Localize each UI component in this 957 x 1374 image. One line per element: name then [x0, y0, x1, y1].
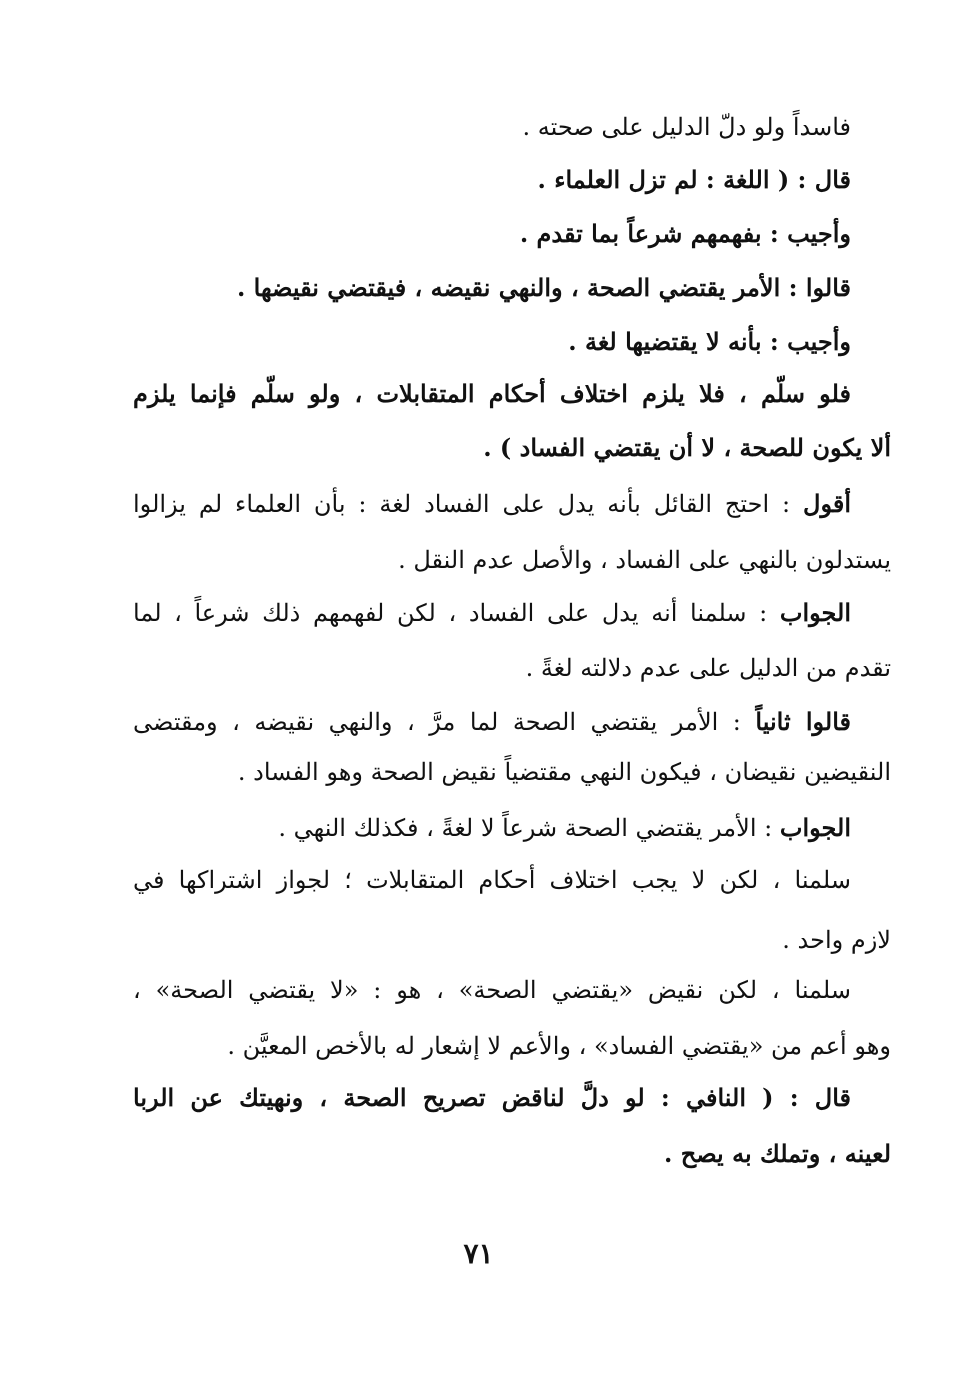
text-line-13	[133, 752, 891, 792]
text-line-6	[133, 374, 891, 414]
text-line-8	[133, 484, 891, 524]
line-text: : سلمنا أنه يدل على الفساد ، لكن لفهمهم ذلك شرعاً ، لما	[133, 599, 780, 627]
line-text: فاسداً ولو دلّ الدليل على صحته .	[522, 113, 851, 141]
text-line-12	[133, 702, 891, 742]
text-line-17	[133, 970, 891, 1010]
line-text: قال : ( اللغة : لم تزل العلماء .	[537, 165, 851, 194]
line-lead: الجواب	[779, 813, 851, 842]
line-text: وهو أعم من «يقتضي الفساد» ، والأعم لا إشعار له بالأخص المعيَّن .	[227, 1032, 891, 1060]
line-text: فلو سلّم ، فلا يلزم اختلاف أحكام المتقابلات ، ولو سلّم فإنما يلزم	[133, 379, 851, 408]
text-line-5	[133, 322, 891, 362]
line-text: : الأمر يقتضي الصحة شرعاً لا لغةً ، فكذلك النهي .	[278, 814, 780, 842]
line-text: يستدلون بالنهي على الفساد ، والأصل عدم النقل .	[398, 546, 891, 574]
page-number: ٧١	[463, 1237, 494, 1270]
text-line-1	[133, 107, 891, 147]
line-text: تقدم من الدليل على عدم دلالته لغةً .	[525, 654, 891, 682]
text-line-19	[133, 1078, 891, 1118]
text-line-4	[133, 268, 891, 308]
line-text: سلمنا ، لكن لا يجب اختلاف أحكام المتقابلات ؛ لجواز اشتراكها في	[133, 866, 851, 894]
text-line-18	[133, 1026, 891, 1066]
line-text: ألا يكون للصحة ، لا أن يقتضي الفساد ) .	[483, 433, 891, 462]
line-text: النقيضين نقيضان ، فيكون النهي مقتضياً نقيض الصحة وهو الفساد .	[237, 758, 891, 786]
text-line-14	[133, 808, 891, 848]
text-line-7	[133, 428, 891, 468]
line-lead: أقول	[803, 489, 851, 518]
text-line-11	[133, 648, 891, 688]
line-text: وأجيب : بأنه لا يقتضيها لغة .	[568, 327, 851, 356]
text-line-20	[133, 1134, 891, 1174]
line-text: قال : ( النافي : لو دلَّ لناقض تصريح الصحة ، ونهيتك عن الربا	[133, 1083, 851, 1112]
text-line-3	[133, 214, 891, 254]
line-text: : احتج القائل بأنه يدل على الفساد لغة : بأن العلماء لم يزالوا	[133, 490, 804, 518]
line-text: وأجيب : بفهمهم شرعاً بما تقدم .	[519, 219, 851, 248]
line-lead: قالوا ثانياً	[755, 707, 852, 736]
text-line-10	[133, 593, 891, 633]
line-text: سلمنا ، لكن نقيض «يقتضي الصحة» ، هو : «لا يقتضي الصحة» ،	[133, 976, 851, 1004]
text-line-9	[133, 540, 891, 580]
line-lead: الجواب	[779, 598, 851, 627]
line-text: لازم واحد .	[782, 926, 891, 954]
line-text: قالوا : الأمر يقتضي الصحة ، والنهي نقيضه ، فيقتضي نقيضها .	[236, 273, 851, 302]
line-text: : الأمر يقتضي الصحة لما مرَّ ، والنهي نقيضه ، ومقتضى	[133, 708, 756, 736]
line-text: لعينه ، وتملك به يصح .	[664, 1139, 891, 1168]
text-line-15	[133, 860, 891, 900]
text-line-16	[133, 920, 891, 960]
text-line-2	[133, 160, 891, 200]
